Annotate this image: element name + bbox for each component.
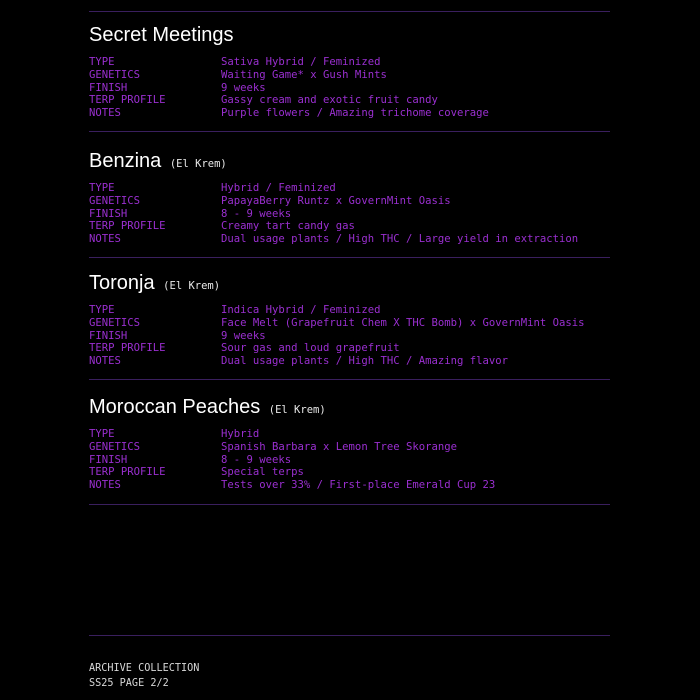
spec-row-finish [89,454,610,467]
page-indicator: SS25 PAGE 2/2 [89,677,169,689]
spec-row-terp-profile [89,342,610,355]
spec-key: TERP PROFILE [89,220,166,233]
spec-key: FINISH [89,81,128,94]
spec-value: Face Melt (Grapefruit Chem X THC Bomb) x GovernMint Oasis [221,316,585,329]
strain-title [89,22,610,48]
spec-row-notes [89,107,610,120]
spec-value: Dual usage plants / High THC / Large yield in extraction [221,233,579,246]
spec-value: Spanish Barbara x Lemon Tree Skorange [221,440,457,453]
spec-row-genetics [89,317,610,330]
divider-4 [89,504,610,505]
spec-value: Hybrid [221,428,260,440]
spec-key: NOTES [89,107,121,120]
spec-row-type [89,56,610,69]
spec-row-genetics [89,195,610,208]
spec-key: GENETICS [89,440,141,453]
breeder-label: (El Krem) [268,404,326,416]
breeder-label: (El Krem) [169,158,227,170]
spec-key: FINISH [89,329,128,342]
spec-row-terp-profile [89,220,610,233]
strain-title [89,270,610,296]
spec-row-finish [89,82,610,95]
spec-value: Gassy cream and exotic fruit candy [221,94,438,107]
page-footer [89,662,199,691]
strain-title [89,148,610,174]
spec-value: Special terps [221,466,304,479]
spec-row-type [89,304,610,317]
spec-row-type [89,428,610,441]
collection-label: ARCHIVE COLLECTION [89,663,200,674]
spec-row-terp-profile [89,466,610,479]
strain-name: Benzina [89,150,162,172]
divider-1 [89,131,610,132]
spec-key: TYPE [89,304,115,316]
strain-name: Moroccan Peaches [89,396,261,418]
strain-name: Toronja [89,272,155,294]
divider-top [89,11,610,12]
spec-value: PapayaBerry Runtz x GovernMint Oasis [221,194,451,207]
spec-key: GENETICS [89,316,141,329]
spec-value: 8 - 9 weeks [221,453,292,466]
spec-row-notes [89,479,610,492]
spec-value: Sour gas and loud grapefruit [221,342,400,355]
spec-key: TYPE [89,428,115,440]
spec-key: TYPE [89,56,115,68]
strain-section-benzina [89,148,610,246]
strain-section-moroccan-peaches [89,394,610,492]
strain-name: Secret Meetings [89,24,234,46]
strain-section-secret-meetings [89,22,610,120]
strain-section-toronja [89,270,610,368]
divider-footer [89,635,610,636]
spec-table [89,56,610,120]
spec-table [89,182,610,246]
spec-key: TERP PROFILE [89,342,166,355]
spec-row-notes [89,233,610,246]
spec-row-type [89,182,610,195]
spec-value: Waiting Game* x Gush Mints [221,68,387,81]
spec-value: Sativa Hybrid / Feminized [221,56,381,68]
spec-key: GENETICS [89,194,141,207]
breeder-label: (El Krem) [163,280,221,292]
spec-key: NOTES [89,355,121,368]
spec-value: 9 weeks [221,329,266,342]
spec-value: Creamy tart candy gas [221,220,355,233]
spec-key: NOTES [89,479,121,492]
spec-value: Indica Hybrid / Feminized [221,304,381,316]
spec-row-finish [89,330,610,343]
spec-value: 8 - 9 weeks [221,207,292,220]
spec-key: TERP PROFILE [89,466,166,479]
strain-title [89,394,610,420]
spec-value: 9 weeks [221,81,266,94]
spec-table [89,304,610,368]
spec-row-terp-profile [89,94,610,107]
spec-value: Tests over 33% / First-place Emerald Cup 23 [221,479,496,492]
spec-value: Purple flowers / Amazing trichome coverage [221,107,489,120]
spec-key: TERP PROFILE [89,94,166,107]
spec-row-notes [89,355,610,368]
spec-value: Dual usage plants / High THC / Amazing flavor [221,355,509,368]
divider-3 [89,379,610,380]
spec-key: GENETICS [89,68,141,81]
divider-2 [89,257,610,258]
spec-key: NOTES [89,233,121,246]
spec-key: TYPE [89,182,115,194]
spec-row-genetics [89,69,610,82]
spec-row-finish [89,208,610,221]
spec-key: FINISH [89,207,128,220]
spec-table [89,428,610,492]
spec-value: Hybrid / Feminized [221,182,336,194]
spec-row-genetics [89,441,610,454]
spec-key: FINISH [89,453,128,466]
